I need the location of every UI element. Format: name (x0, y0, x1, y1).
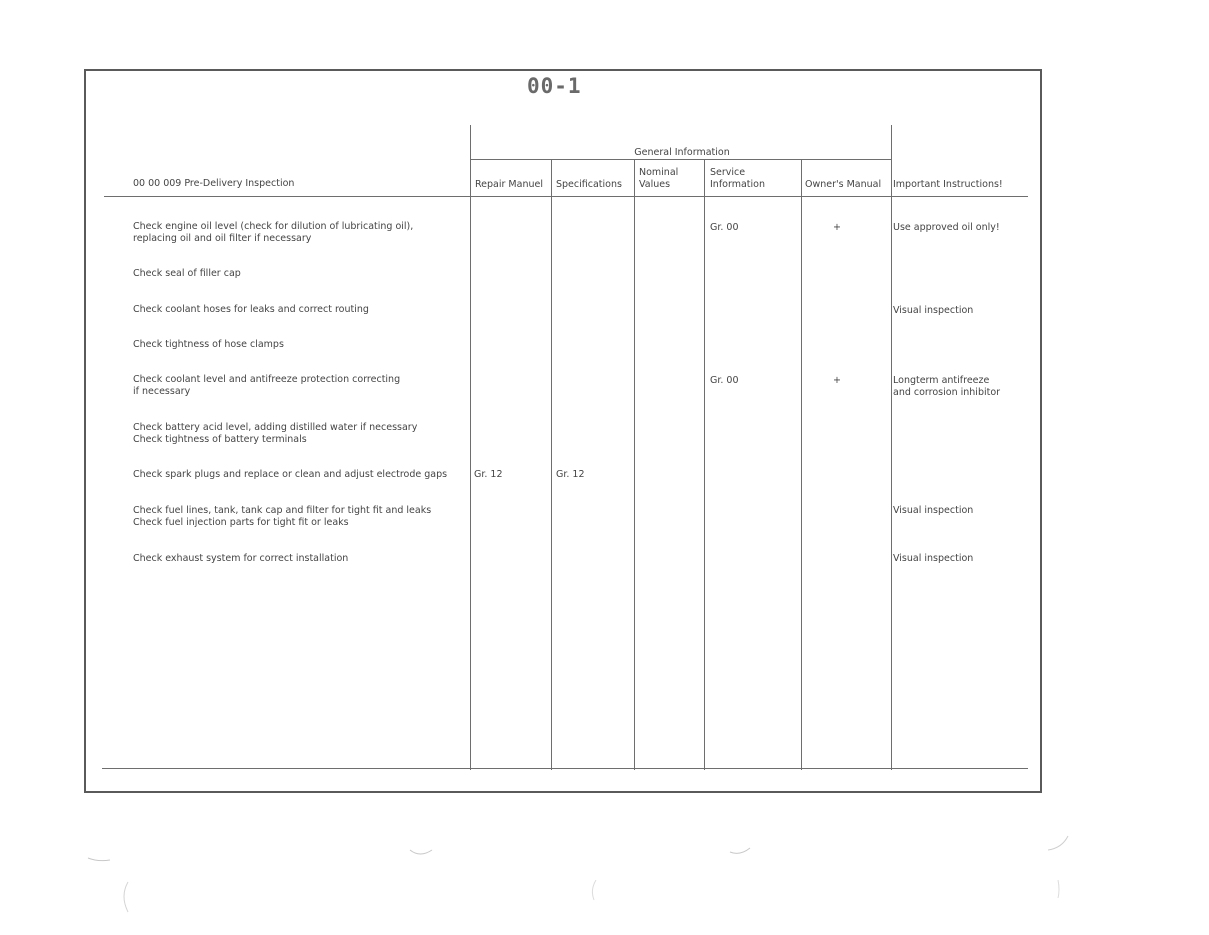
important-instruction: Visual inspection (893, 305, 974, 316)
column-divider-owner (801, 160, 802, 770)
column-header-nominal-values: Nominal Values (639, 167, 679, 190)
column-header-specifications: Specifications (556, 179, 622, 190)
footer-rule (102, 768, 1028, 769)
group-header-rule (470, 159, 891, 160)
important-instruction: Longterm antifreeze and corrosion inhibitor (893, 375, 1001, 398)
column-divider-important (891, 125, 892, 770)
page-number: 00-1 (527, 74, 582, 98)
service-info-cell: Gr. 00 (710, 222, 739, 233)
column-header-important-instructions: Important Instructions! (893, 179, 1003, 190)
column-header-repair-manual: Repair Manuel (475, 179, 543, 190)
owners-manual-mark: + (833, 222, 841, 233)
table-row-description: Check spark plugs and replace or clean and adjust electrode gaps (133, 469, 448, 480)
column-header-service-information: Service Information (710, 167, 765, 190)
column-divider-repair (470, 125, 471, 770)
header-rule (104, 196, 1028, 197)
column-divider-service (704, 160, 705, 770)
table-row-description: Check battery acid level, adding distilled water if necessary Check tightness of battery terminals (133, 422, 418, 445)
column-divider-spec (551, 160, 552, 770)
owners-manual-mark: + (833, 375, 841, 386)
service-info-cell: Gr. 00 (710, 375, 739, 386)
table-row-description: Check coolant hoses for leaks and correct routing (133, 304, 369, 315)
group-header-general-information: General Information (634, 147, 730, 158)
table-row-description: Check coolant level and antifreeze protection correcting if necessary (133, 374, 401, 397)
repair-manual-cell: Gr. 12 (474, 469, 503, 480)
important-instruction: Visual inspection (893, 553, 974, 564)
section-title: 00 00 009 Pre-Delivery Inspection (133, 178, 295, 189)
important-instruction: Use approved oil only! (893, 222, 1000, 233)
table-row-description: Check tightness of hose clamps (133, 339, 284, 350)
table-row-description: Check engine oil level (check for dilution of lubricating oil), replacing oil and oil filter if necessary (133, 221, 414, 244)
column-header-owners-manual: Owner's Manual (805, 179, 882, 190)
table-row-description: Check fuel lines, tank, tank cap and filter for tight fit and leaks Check fuel injection parts for tight fit or leaks (133, 505, 432, 528)
important-instruction: Visual inspection (893, 505, 974, 516)
specifications-cell: Gr. 12 (556, 469, 585, 480)
scan-artifacts (0, 820, 1209, 930)
table-row-description: Check exhaust system for correct installation (133, 553, 349, 564)
table-row-description: Check seal of filler cap (133, 268, 241, 279)
column-divider-nominal (634, 160, 635, 770)
